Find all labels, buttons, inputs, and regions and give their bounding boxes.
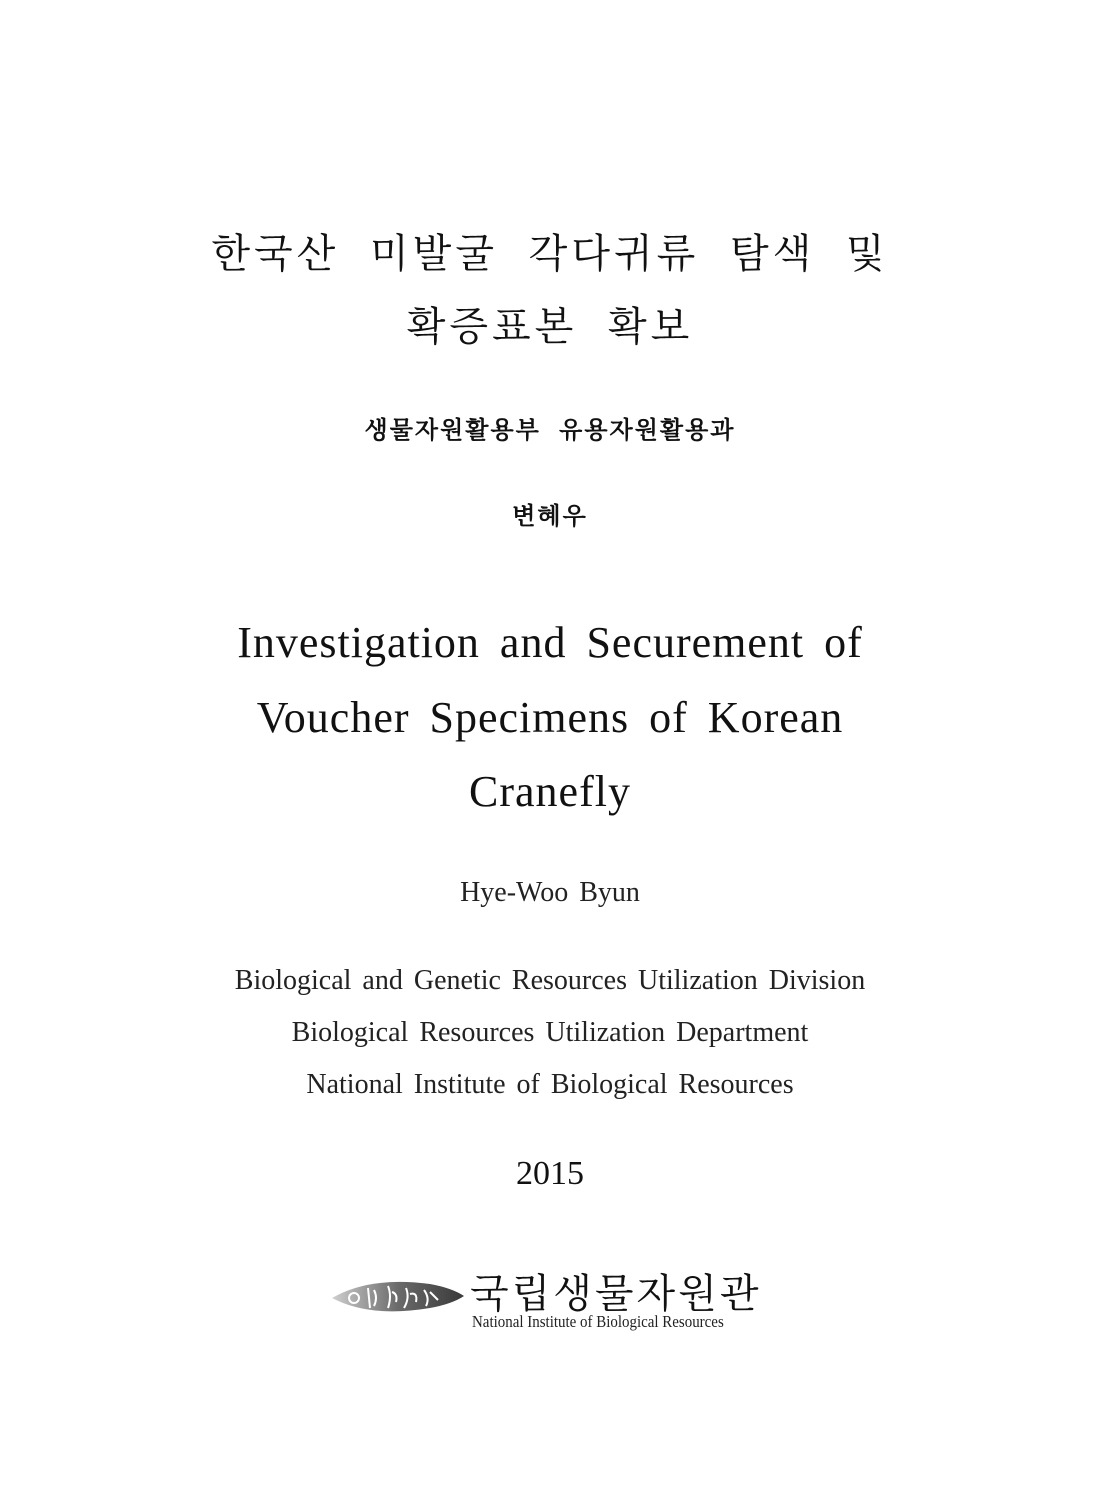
korean-title-line-2: 확증표본 확보 bbox=[406, 304, 694, 350]
english-title-line-1: Investigation and Securement of bbox=[237, 618, 863, 667]
korean-title-line-1: 한국산 미발굴 각다귀류 탐색 및 bbox=[211, 231, 889, 277]
logo-korean-name: 국립생물자원관 bbox=[470, 1271, 762, 1317]
english-title-line-2: Voucher Specimens of Korean bbox=[256, 693, 844, 742]
institute-logo bbox=[330, 1262, 780, 1342]
publication-year: 2015 bbox=[516, 1155, 584, 1192]
leaf-emblem-icon bbox=[330, 1274, 466, 1318]
korean-author: 변혜우 bbox=[512, 502, 588, 530]
english-title-line-3: Cranefly bbox=[469, 767, 631, 816]
korean-department: 생물자원활용부 유용자원활용과 bbox=[364, 416, 736, 444]
affiliation-institute: National Institute of Biological Resources bbox=[306, 1069, 794, 1100]
english-author: Hye-Woo Byun bbox=[460, 877, 640, 908]
logo-english-name: National Institute of Biological Resources bbox=[472, 1312, 724, 1331]
affiliation-division: Biological and Genetic Resources Utilization Division bbox=[234, 965, 866, 996]
affiliation-department: Biological Resources Utilization Department bbox=[291, 1017, 809, 1048]
